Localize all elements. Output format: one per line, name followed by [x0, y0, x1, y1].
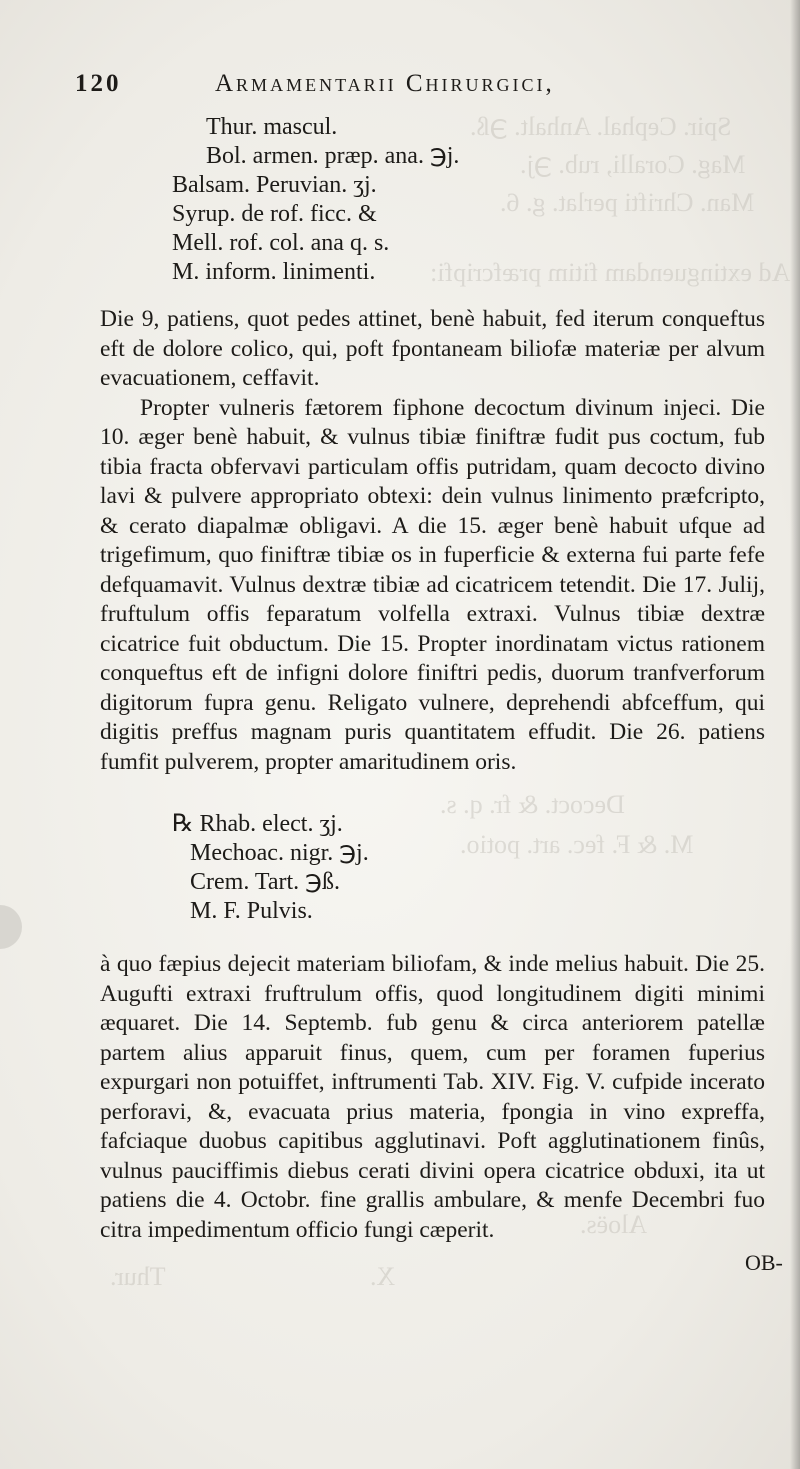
- paragraph: Die 9, patiens, quot pedes attinet, benè habuit, fed iterum conqueftus eft de dolore colico, qui, poft fpontaneam biliofæ materiæ per alvum evacuationem, ceffavit.: [100, 306, 765, 391]
- recipe-line: ℞ Rhab. elect. ʒj.: [172, 811, 343, 837]
- recipe-line: Balsam. Peruvian. ʒj.: [172, 172, 377, 198]
- recipe-line: Mell. rof. col. ana q. s.: [172, 230, 390, 256]
- running-head: Armamentarii Chirurgici,: [215, 70, 555, 97]
- page-number: 120: [75, 70, 122, 97]
- bleed-through-text: Ad extinguendam fitim præfcripfi:: [430, 258, 791, 287]
- recipe-liniment: [172, 113, 459, 287]
- page-edge-shadow: [790, 0, 800, 1469]
- catchword: OB-: [745, 1250, 783, 1275]
- bleed-through-text: Man. Chrifti perlat. g. 6.: [500, 188, 755, 217]
- recipe-pulvis: [172, 810, 369, 926]
- recipe-line: Crem. Tart. ℈ß.: [190, 869, 340, 895]
- case-text-upper: [100, 305, 765, 777]
- bleed-through-text: Aloës.: [580, 1210, 648, 1239]
- recipe-line: M. inform. linimenti.: [172, 259, 376, 285]
- bleed-through-text: Decoct. & fr. q. s.: [440, 790, 625, 819]
- bleed-through-text: M. & F. fec. art. potio.: [460, 830, 694, 859]
- bleed-through-text: Thur.: [110, 1262, 166, 1291]
- recipe-line: Syrup. de rof. ficc. &: [172, 201, 377, 227]
- recipe-line: Thur. mascul.: [206, 114, 338, 140]
- binding-hole: [0, 905, 22, 949]
- bleed-through-text: Mag. Coralli, rub. ℈j.: [520, 150, 746, 179]
- recipe-line: Bol. armen. præp. ana. ℈j.: [206, 143, 460, 169]
- paragraph: à quo fæpius dejecit materiam biliofam, & inde melius habuit. Die 25. Augufti extraxi fruftrulum offis, quod longitudinem digiti minimi æquaret. Die 14. Septemb. fub genu & circa anteriorem patellæ partem alius apparuit finus, quem, cum per foramen fuperius expurgari non potuiffet, inftrumenti Tab. XIV. Fig. V. cufpide incerato perforavi, &, evacuata prius materia, fpongia in vino expreffa, fafciaque duobus capitibus agglutinavi. Poft agglutinationem finûs, vulnus pauciffimis diebus cerati divini opera cicatrice obduxi, ita ut patiens die 4. Octobr. fine grallis ambulare, & menfe Decembri fuo citra impedimentum officio fungi cæperit.: [100, 951, 765, 1243]
- recipe-line: Mechoac. nigr. ℈j.: [190, 840, 369, 866]
- case-text-lower: [100, 950, 765, 1245]
- paragraph: Propter vulneris fætorem fiphone decoctum divinum injeci. Die 10. æger benè habuit, & vulnus tibiæ finiftræ fudit pus coctum, fub tibia fracta obfervavi particulam offis putridam, quam decocto divino lavi & pulvere appropriato obtexi: dein vulnus linimento præfcripto, & cerato diapalmæ obligavi. A die 15. æger benè habuit ufque ad trigefimum, quo finiftræ tibiæ os in fuperficie & externa fui parte fefe defquamavit. Vulnus dextræ tibiæ ad cicatricem tetendit. Die 17. Julij, fruftulum offis feparatum volfella extraxi. Vulnus tibiæ dextræ cicatrice fuit obductum. Die 15. Propter inordinatam victus rationem conqueftus eft de infigni dolore finiftri pedis, duorum tranfverforum digitorum fupra genu. Religato vulnere, deprehendi abfceffum, qui digitis preffus magnam puris quantitatem effudit. Die 26. patiens fumfit pulverem, propter amaritudinem oris.: [100, 394, 765, 775]
- bleed-through-text: Spir. Cephal. Anhalt. ℈ß.: [470, 112, 732, 141]
- recipe-line: M. F. Pulvis.: [190, 898, 313, 924]
- bleed-through-text: X.: [370, 1262, 396, 1291]
